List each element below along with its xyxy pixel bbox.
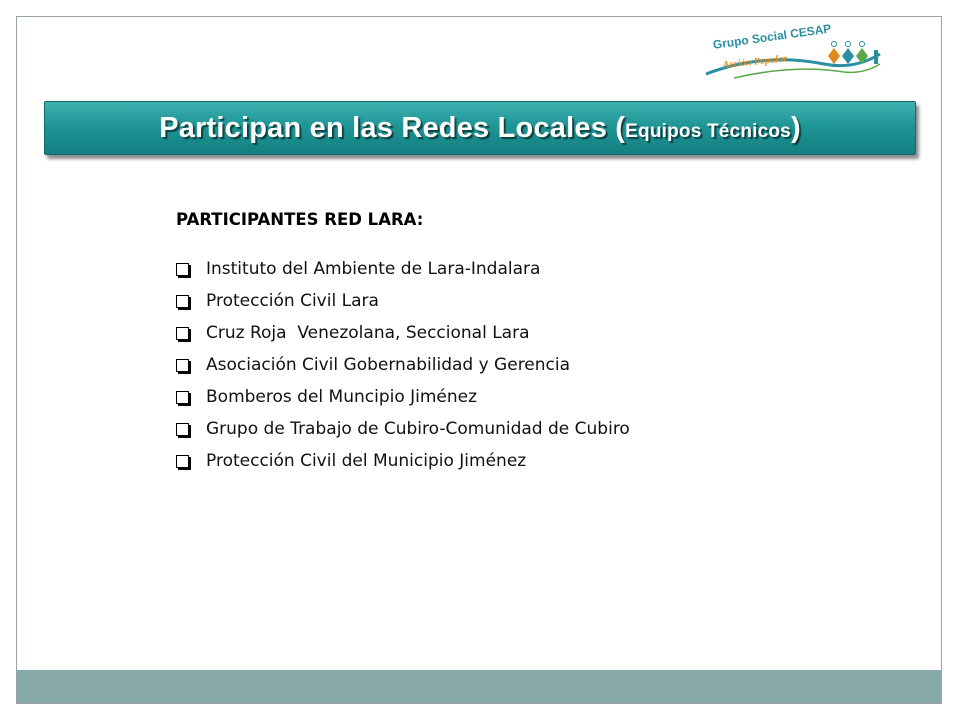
- list-item: [176, 253, 876, 285]
- cesap-logo: [704, 21, 884, 84]
- checkbox-icon: [176, 359, 189, 372]
- list-item-label: Grupo de Trabajo de Cubiro-Comunidad de Cubiro: [206, 419, 630, 439]
- page-title-close: ): [790, 111, 801, 144]
- checkbox-icon: [176, 391, 189, 404]
- list-heading: PARTICIPANTES RED LARA:: [176, 210, 424, 229]
- list-item-label: Bomberos del Muncipio Jiménez: [206, 387, 478, 407]
- page-title-main: Participan en las Redes Locales (: [159, 111, 626, 144]
- page-title: [159, 112, 801, 145]
- checkbox-icon: [176, 263, 189, 276]
- participants-list: [176, 253, 876, 477]
- list-item-label: Protección Civil del Municipio Jiménez: [206, 451, 527, 471]
- list-item: [176, 317, 876, 349]
- checkbox-icon: [176, 295, 189, 308]
- list-item: [176, 445, 876, 477]
- logo-tagline: Acción Popular: [722, 53, 788, 71]
- list-item-label: Asociación Civil Gobernabilidad y Gerencia: [206, 355, 571, 375]
- list-item-label: Protección Civil Lara: [206, 291, 379, 311]
- list-item-label: Instituto del Ambiente de Lara-Indalara: [206, 259, 541, 279]
- list-item: [176, 381, 876, 413]
- page-title-small: Equipos Técnicos: [625, 120, 791, 142]
- logo-name: Grupo Social CESAP: [712, 21, 833, 52]
- list-item: [176, 413, 876, 445]
- list-item: [176, 285, 876, 317]
- title-banner: [44, 101, 916, 155]
- list-item-label: Cruz Roja Venezolana, Seccional Lara: [206, 323, 530, 343]
- content-area: [176, 209, 876, 477]
- checkbox-icon: [176, 423, 189, 436]
- checkbox-icon: [176, 327, 189, 340]
- checkbox-icon: [176, 455, 189, 468]
- list-item: [176, 349, 876, 381]
- footer-bar: [17, 670, 941, 703]
